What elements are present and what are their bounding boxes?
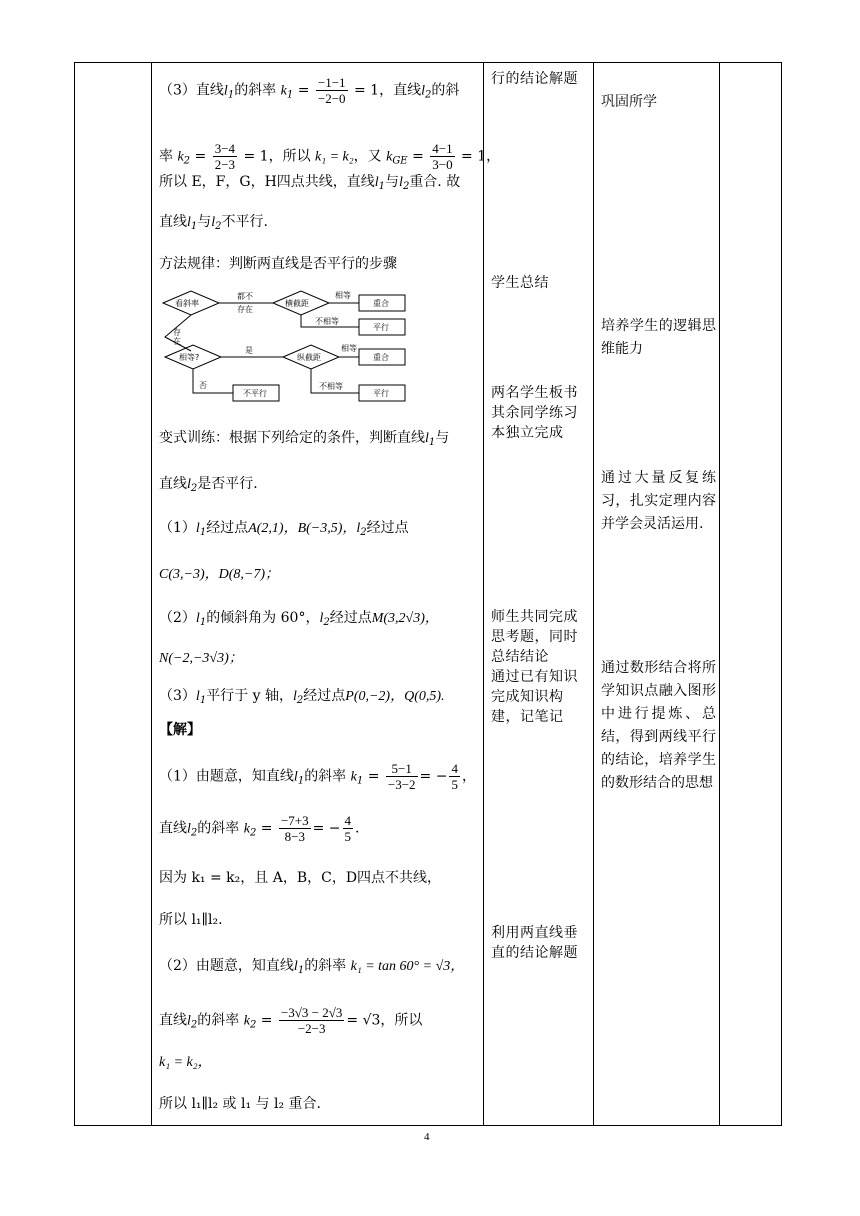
activity-text-5: 通过已有知识完成知识构建，记笔记 [491,669,578,725]
intent-text-1: 巩固所学 [601,94,657,110]
item3-line3: 所以 E，F，G，H四点共线，直线$l_1$与$l_2$重合. 故 [159,174,461,192]
flow-not-equal2: 不相等 [319,382,343,391]
flow-look-slope: 看斜率 [175,299,199,308]
flow-exist-a: 存 [173,328,181,337]
flow-vert: 纵截距 [297,353,321,362]
flow-equal2: 相等 [341,344,357,353]
solution1-line2: 直线$l_2$的斜率 $k_2$ = $\frac{-7+3}{8-3}$ = − $\frac{4}{5}$ . [159,813,360,844]
because-line: 因为 k₁ = k₂，且 A，B，C，D四点不共线， [159,870,442,886]
question1-line1: $(1)l_1$经过点A(2,1)，B(−3,5)，$l_2$经过点 [159,520,409,538]
solution-tag: 【解】 [159,722,201,738]
variant-line2: 直线$l_2$是否平行. [159,476,258,494]
flow-equal-q: 相等? [179,353,200,362]
flow-no: 否 [199,381,207,390]
solution2-line2: 直线$l_2$的斜率 $k_2$ = $\frac{-3√3 - 2√3}{-2-3}$ = √3，所以 [159,1005,423,1036]
flow-exist-b: 在 [173,337,181,346]
question3: $(3)l_1$平行于 y 轴，$l_2$经过点P(0,−2)，Q(0,5). [159,688,445,706]
flow-equal1: 相等 [335,291,351,300]
item3-line1: （3）直线$l_1$的斜率 $k_1$ = $\frac{-1-1}{-2-0}$ = 1，直线$l_2$的斜 [159,75,460,106]
solution2-line3: k₁ = k₂， [159,1055,212,1070]
activity-text-4: 师生共同完成思考题，同时总结结论 [491,609,578,665]
item3-line4: 直线$l_1$与$l_2$不平行. [159,214,268,232]
lesson-table [74,62,782,1126]
activity-text-3: 两名学生板书其余同学练习本独立完成 [491,385,578,441]
item3-line2: 率 $k_2$ = $\frac{3-4}{2-3}$ = 1，所以 k₁ = k₂，又 $k_{GE}$ = $\frac{4-1}{3-0}$ = 1， [159,141,501,172]
kge-fraction: $\frac{4-1}{3-0}$ [432,141,453,172]
flow-yes: 是 [245,346,253,355]
flow-not-equal1: 不相等 [315,317,339,326]
activity-text-2: 学生总结 [491,275,549,291]
flow-parallel1: 平行 [373,323,389,332]
intent-text-4: 通过数形结合将所学知识点融入图形中进行提炼、总结，得到两线平行的结论，培养学生的数形结合的思想 [601,660,716,791]
intent-text-2: 培养学生的逻辑思维能力 [601,318,716,357]
design-intent-column [593,63,719,1125]
flow-horiz: 横截距 [285,299,309,308]
k1-fraction: $\frac{-1-1}{-2-0}$ [317,75,346,106]
flow-not-parallel: 不平行 [243,389,267,398]
parallel-flowchart [159,285,409,413]
flow-coincide2: 重合 [373,353,389,362]
student-activity-column [483,63,593,1125]
flow-both-not: 都不 [237,292,253,301]
k2-fraction: $\frac{3-4}{2-3}$ [214,141,236,172]
column-divider [719,63,720,1125]
solution2-line4: 所以 l₁∥l₂ 或 l₁ 与 l₂ 重合. [159,1096,321,1112]
activity-text-1: 行的结论解题 [491,71,578,87]
variant-line1: 变式训练：根据下列给定的条件，判断直线$l_1$与 [159,430,450,448]
question1-line2: C(3,−3)，D(8,−7)； [159,567,279,582]
question2-line1: $(2)l_1$的倾斜角为 60°，$l_2$经过点M(3,2√3)， [159,610,439,628]
question2-line2: N(−2,−3√3)； [159,651,243,666]
page-number: 4 [424,1131,430,1143]
solution1-line1: （1）由题意，知直线$l_1$的斜率 $k_1$ = $\frac{5-1}{-3-2}$ = − $\frac{4}{5}$ ， [159,761,476,792]
flow-coincide1: 重合 [373,299,389,308]
flow-parallel2: 平行 [373,389,389,398]
activity-text-6: 利用两直线垂直的结论解题 [491,925,578,961]
solution2-line1: （2）由题意，知直线$l_1$的斜率 k₁ = tan 60° = √3， [159,958,465,976]
flow-exist1: 存在 [237,305,253,314]
method-title: 方法规律：判断两直线是否平行的步骤 [159,256,397,272]
intent-text-3: 通过大量反复练习，扎实定理内容并学会灵活运用. [601,470,716,532]
so-parallel-line: 所以 l₁∥l₂. [159,912,223,928]
